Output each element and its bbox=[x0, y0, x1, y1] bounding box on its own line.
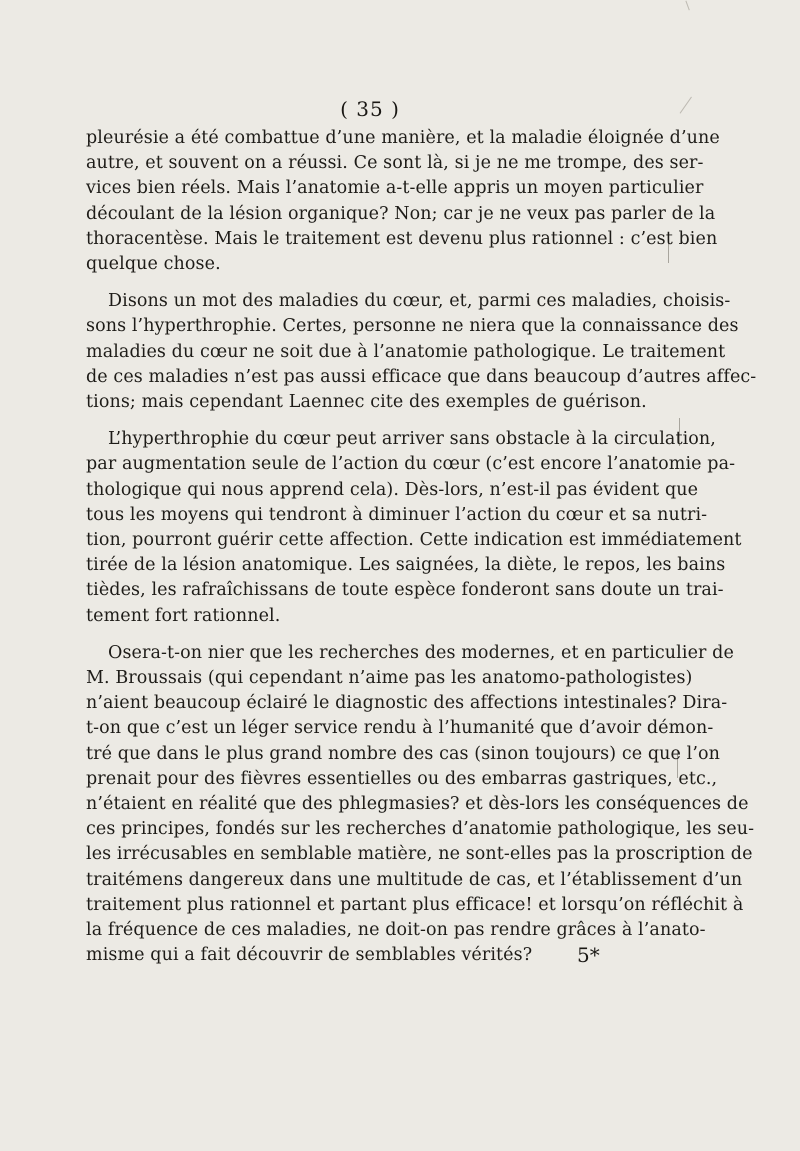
text-line: tré que dans le plus grand nombre des cas (sinon toujours) ce que l’on bbox=[86, 743, 721, 764]
paragraph bbox=[86, 427, 742, 629]
body-text bbox=[86, 126, 757, 969]
paragraph bbox=[86, 126, 720, 277]
text-line: autre, et souvent on a réussi. Ce sont là, si je ne me trompe, des ser- bbox=[86, 153, 704, 174]
text-line: tous les moyens qui tendront à diminuer l’action du cœur et sa nutri- bbox=[86, 504, 708, 525]
text-line: thologique qui nous apprend cela). Dès-lors, n’est-il pas évident que bbox=[86, 479, 699, 500]
text-line: Disons un mot des maladies du cœur, et, parmi ces maladies, choisis- bbox=[108, 291, 731, 312]
margin-pencil-mark bbox=[685, 0, 692, 10]
text-line: vices bien réels. Mais l’anatomie a-t-elle appris un moyen particulier bbox=[86, 178, 704, 199]
text-line: t-on que c’est un léger service rendu à l’humanité que d’avoir démon- bbox=[86, 718, 714, 739]
text-line: pleurésie a été combattue d’une manière, et la maladie éloignée d’une bbox=[86, 128, 720, 148]
text-line: de ces maladies n’est pas aussi efficace que dans beaucoup d’autres affec- bbox=[86, 366, 757, 387]
text-line: maladies du cœur ne soit due à l’anatomie pathologique. Le traitement bbox=[86, 341, 726, 362]
text-line: Osera-t-on nier que les recherches des modernes, et en particulier de bbox=[108, 642, 734, 663]
text-line: par augmentation seule de l’action du cœur (c’est encore l’anatomie pa- bbox=[86, 454, 736, 475]
text-line: traitement plus rationnel et partant plus efficace! et lorsqu’on réfléchit à bbox=[86, 894, 744, 915]
text-line: tièdes, les rafraîchissans de toute espèce fonderont sans doute un trai- bbox=[86, 580, 724, 601]
text-line: L’hyperthrophie du cœur peut arriver sans obstacle à la circulation, bbox=[108, 429, 716, 450]
text-line: tement fort rationnel. bbox=[86, 605, 281, 626]
text-line: ces principes, fondés sur les recherches d’anatomie pathologique, les seu- bbox=[86, 819, 755, 840]
text-line: prenait pour des fièvres essentielles ou des embarras gastriques, etc., bbox=[86, 768, 718, 789]
text-line: tions; mais cependant Laennec cite des exemples de guérison. bbox=[86, 392, 647, 413]
text-line: tion, pourront guérir cette affection. Cette indication est immédiatement bbox=[86, 530, 742, 551]
text-line: découlant de la lésion organique? Non; car je ne veux pas parler de la bbox=[86, 203, 716, 224]
text-line: traitémens dangereux dans une multitude de cas, et l’établissement d’un bbox=[86, 869, 743, 890]
text-line: les irrécusables en semblable matière, ne sont-elles pas la proscription de bbox=[86, 844, 753, 865]
signature-mark: 5* bbox=[577, 943, 600, 967]
text-line: tirée de la lésion anatomique. Les saignées, la diète, le repos, les bains bbox=[86, 555, 726, 576]
text-line: misme qui a fait découvrir de semblables vérités? bbox=[86, 945, 533, 966]
text-line: M. Broussais (qui cependant n’aime pas les anatomo-pathologistes) bbox=[86, 668, 693, 689]
paragraph bbox=[86, 641, 755, 969]
text-line: thoracentèse. Mais le traitement est devenu plus rationnel : c’est bien bbox=[86, 228, 718, 249]
page-number: ( 35 ) bbox=[340, 97, 400, 121]
text-line: sons l’hyperthrophie. Certes, personne ne niera que la connaissance des bbox=[86, 316, 739, 337]
text-line: n’étaient en réalité que des phlegmasies? et dès-lors les conséquences de bbox=[86, 794, 749, 815]
text-line: la fréquence de ces maladies, ne doit-on pas rendre grâces à l’anato- bbox=[86, 920, 706, 941]
paragraph bbox=[86, 289, 757, 415]
text-line: n’aient beaucoup éclairé le diagnostic des affections intestinales? Dira- bbox=[86, 693, 728, 714]
text-line: quelque chose. bbox=[86, 254, 221, 275]
